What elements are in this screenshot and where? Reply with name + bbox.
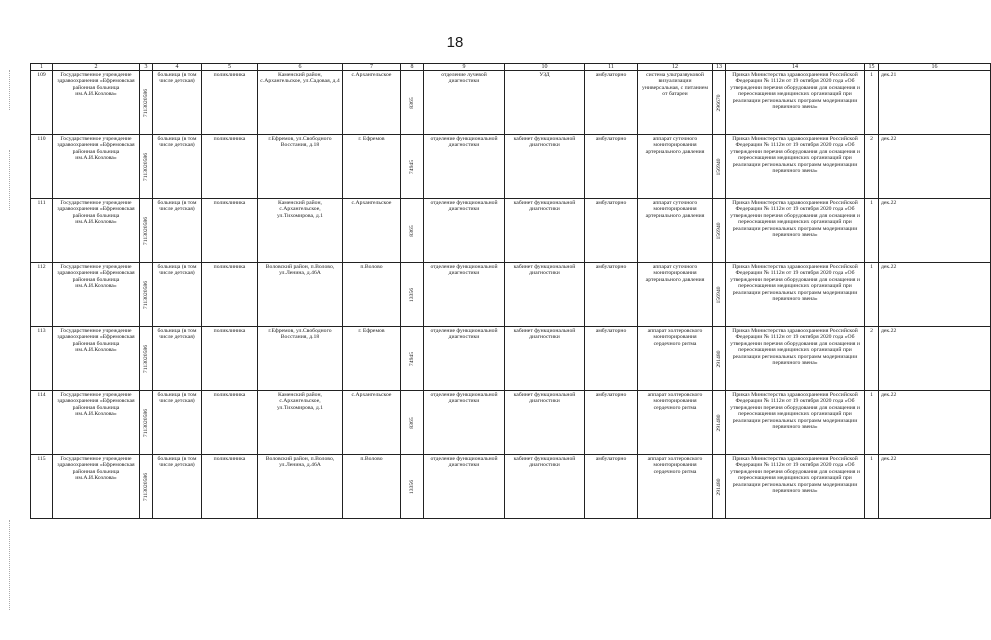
quantity-cell: 1 — [865, 455, 879, 519]
room-cell: кабинет функциональной диагностики — [505, 135, 585, 199]
row-number-cell: 112 — [31, 263, 53, 327]
quantity-cell: 1 — [865, 71, 879, 135]
code-cell-text: 7113020586 — [142, 88, 149, 117]
room-cell: кабинет функциональной диагностики — [505, 199, 585, 263]
row-number-cell: 109 — [31, 71, 53, 135]
locality-cell: п.Волово — [343, 455, 401, 519]
date-cell: дек.22 — [879, 327, 991, 391]
care-form-cell: амбулаторно — [585, 391, 638, 455]
row-number-cell: 110 — [31, 135, 53, 199]
row-number-cell: 111 — [31, 199, 53, 263]
facility-type-cell: больница (в том числе детская) — [153, 455, 202, 519]
row-number-cell: 115 — [31, 455, 53, 519]
code-cell — [140, 135, 153, 199]
quantity-cell: 1 — [865, 199, 879, 263]
code-cell — [140, 263, 153, 327]
margin-mark — [9, 150, 10, 210]
address-cell: Воловский район, п.Волово, ул.Ленина, д.46А — [258, 455, 343, 519]
column-number: 4 — [153, 64, 202, 71]
cost-cell — [713, 71, 726, 135]
population-cell — [401, 135, 424, 199]
cost-cell-text: 291480 — [715, 413, 722, 432]
code-cell-text: 7113020586 — [142, 472, 149, 501]
quantity-cell: 2 — [865, 135, 879, 199]
column-number: 16 — [879, 64, 991, 71]
locality-cell: г. Ефремов — [343, 327, 401, 391]
facility-type-cell: больница (в том числе детская) — [153, 71, 202, 135]
date-cell: дек.22 — [879, 263, 991, 327]
population-cell-text: 8365 — [408, 224, 415, 237]
row-number-cell: 114 — [31, 391, 53, 455]
code-cell-text: 7113020586 — [142, 344, 149, 373]
table-row — [31, 71, 991, 135]
address-cell: Воловский район, п.Волово, ул.Ленина, д.46А — [258, 263, 343, 327]
department-cell: отделение функциональной диагностики — [424, 391, 505, 455]
column-number: 10 — [505, 64, 585, 71]
equipment-cell: аппарат холтеровского мониторирования сердечного ритма — [638, 327, 713, 391]
population-cell-text: 8365 — [408, 96, 415, 109]
column-number: 14 — [726, 64, 865, 71]
code-cell — [140, 391, 153, 455]
facility-type-cell: больница (в том числе детская) — [153, 135, 202, 199]
locality-cell: п.Волово — [343, 263, 401, 327]
unit-cell: поликлиника — [202, 455, 258, 519]
unit-cell: поликлиника — [202, 327, 258, 391]
room-cell: кабинет функциональной диагностики — [505, 391, 585, 455]
department-cell: отделение лучевой диагностики — [424, 71, 505, 135]
facility-type-cell: больница (в том числе детская) — [153, 327, 202, 391]
cost-cell-text: 291480 — [715, 349, 722, 368]
care-form-cell: амбулаторно — [585, 135, 638, 199]
margin-mark — [9, 70, 10, 110]
code-cell — [140, 71, 153, 135]
organization-cell: Государственное учреждение здравоохранения «Ефремовская районная больница им.А.И.Козлова» — [53, 199, 140, 263]
column-number: 8 — [401, 64, 424, 71]
department-cell: отделение функциональной диагностики — [424, 135, 505, 199]
address-cell: Каменский район, с.Архангельское, ул.Тихомирова, д.1 — [258, 199, 343, 263]
equipment-cell: система ультразвуковой визуализации универсальная, с питанием от батареи — [638, 71, 713, 135]
equipment-cell: аппарат суточного мониторирования артериального давления — [638, 135, 713, 199]
cost-cell — [713, 135, 726, 199]
table-row — [31, 263, 991, 327]
date-cell: дек.22 — [879, 391, 991, 455]
care-form-cell: амбулаторно — [585, 71, 638, 135]
code-cell-text: 7113020586 — [142, 280, 149, 309]
column-number: 13 — [713, 64, 726, 71]
basis-cell: Приказ Министерства здравоохранения Российской Федерации № 1112н от 19 октября 2020 года «Об утверждении перечня оборудования для оснащения и переоснащения медицинских организаций при реализации региональных программ модернизации первичного звена» — [726, 71, 865, 135]
margin-mark — [9, 520, 10, 610]
facility-type-cell: больница (в том числе детская) — [153, 199, 202, 263]
facility-type-cell: больница (в том числе детская) — [153, 263, 202, 327]
unit-cell: поликлиника — [202, 263, 258, 327]
locality-cell: с.Архангельское — [343, 391, 401, 455]
population-cell — [401, 263, 424, 327]
population-cell-text: 8365 — [408, 416, 415, 429]
page-number: 18 — [446, 34, 464, 51]
unit-cell: поликлиника — [202, 71, 258, 135]
room-cell: кабинет функциональной диагностики — [505, 455, 585, 519]
organization-cell: Государственное учреждение здравоохранения «Ефремовская районная больница им.А.И.Козлова» — [53, 135, 140, 199]
population-cell — [401, 71, 424, 135]
column-number: 15 — [865, 64, 879, 71]
column-number: 12 — [638, 64, 713, 71]
basis-cell: Приказ Министерства здравоохранения Российской Федерации № 1112н от 19 октября 2020 года «Об утверждении перечня оборудования для оснащения и переоснащения медицинских организаций при реализации региональных программ модернизации первичного звена» — [726, 135, 865, 199]
organization-cell: Государственное учреждение здравоохранения «Ефремовская районная больница им.А.И.Козлова» — [53, 391, 140, 455]
equipment-cell: аппарат суточного мониторирования артериального давления — [638, 199, 713, 263]
column-number: 3 — [140, 64, 153, 71]
address-cell: Каменский район, с.Архангельское, ул.Тихомирова, д.1 — [258, 391, 343, 455]
locality-cell: с.Архангельское — [343, 71, 401, 135]
column-number: 2 — [53, 64, 140, 71]
room-cell: кабинет функциональной диагностики — [505, 263, 585, 327]
care-form-cell: амбулаторно — [585, 455, 638, 519]
table-row — [31, 199, 991, 263]
population-cell — [401, 199, 424, 263]
organization-cell: Государственное учреждение здравоохранения «Ефремовская районная больница им.А.И.Козлова» — [53, 455, 140, 519]
population-cell — [401, 391, 424, 455]
cost-cell — [713, 263, 726, 327]
cost-cell — [713, 199, 726, 263]
column-number: 7 — [343, 64, 401, 71]
column-number: 11 — [585, 64, 638, 71]
cost-cell — [713, 327, 726, 391]
cost-cell-text: 156940 — [715, 157, 722, 176]
table-row — [31, 327, 991, 391]
date-cell: дек.22 — [879, 455, 991, 519]
quantity-cell: 1 — [865, 391, 879, 455]
quantity-cell: 1 — [865, 263, 879, 327]
organization-cell: Государственное учреждение здравоохранения «Ефремовская районная больница им.А.И.Козлова» — [53, 327, 140, 391]
cost-cell-text: 156940 — [715, 285, 722, 304]
equipment-register-table — [30, 63, 991, 519]
address-cell: г.Ефремов, ул.Свободного Восстания, д.18 — [258, 327, 343, 391]
room-cell: УЗД — [505, 71, 585, 135]
code-cell-text: 7113020586 — [142, 408, 149, 437]
column-number: 5 — [202, 64, 258, 71]
table-row — [31, 391, 991, 455]
basis-cell: Приказ Министерства здравоохранения Российской Федерации № 1112н от 19 октября 2020 года «Об утверждении перечня оборудования для оснащения и переоснащения медицинских организаций при реализации региональных программ модернизации первичного звена» — [726, 391, 865, 455]
cost-cell-text: 296670 — [715, 93, 722, 112]
code-cell-text: 7113020586 — [142, 216, 149, 245]
population-cell — [401, 455, 424, 519]
column-number: 1 — [31, 64, 53, 71]
address-cell: г.Ефремов, ул.Свободного Восстания, д.18 — [258, 135, 343, 199]
basis-cell: Приказ Министерства здравоохранения Российской Федерации № 1112н от 19 октября 2020 года «Об утверждении перечня оборудования для оснащения и переоснащения медицинских организаций при реализации региональных программ модернизации первичного звена» — [726, 263, 865, 327]
care-form-cell: амбулаторно — [585, 199, 638, 263]
department-cell: отделение функциональной диагностики — [424, 263, 505, 327]
department-cell: отделение функциональной диагностики — [424, 327, 505, 391]
department-cell: отделение функциональной диагностики — [424, 455, 505, 519]
care-form-cell: амбулаторно — [585, 263, 638, 327]
population-cell — [401, 327, 424, 391]
unit-cell: поликлиника — [202, 135, 258, 199]
population-cell-text: 13356 — [408, 479, 415, 494]
code-cell — [140, 199, 153, 263]
cost-cell-text: 156940 — [715, 221, 722, 240]
care-form-cell: амбулаторно — [585, 327, 638, 391]
unit-cell: поликлиника — [202, 199, 258, 263]
basis-cell: Приказ Министерства здравоохранения Российской Федерации № 1112н от 19 октября 2020 года «Об утверждении перечня оборудования для оснащения и переоснащения медицинских организаций при реализации региональных программ модернизации первичного звена» — [726, 327, 865, 391]
column-number: 6 — [258, 64, 343, 71]
code-cell — [140, 327, 153, 391]
column-number-row — [31, 64, 991, 71]
equipment-cell: аппарат холтеровского мониторирования сердечного ритма — [638, 391, 713, 455]
room-cell: кабинет функциональной диагностики — [505, 327, 585, 391]
locality-cell: с.Архангельское — [343, 199, 401, 263]
equipment-cell: аппарат холтеровского мониторирования сердечного ритма — [638, 455, 713, 519]
code-cell — [140, 455, 153, 519]
organization-cell: Государственное учреждение здравоохранения «Ефремовская районная больница им.А.И.Козлова» — [53, 263, 140, 327]
date-cell: дек.22 — [879, 135, 991, 199]
department-cell: отделение функциональной диагностики — [424, 199, 505, 263]
unit-cell: поликлиника — [202, 391, 258, 455]
population-cell-text: 13356 — [408, 287, 415, 302]
quantity-cell: 2 — [865, 327, 879, 391]
population-cell-text: 74945 — [408, 159, 415, 174]
locality-cell: г. Ефремов — [343, 135, 401, 199]
population-cell-text: 74945 — [408, 351, 415, 366]
code-cell-text: 7113020586 — [142, 152, 149, 181]
organization-cell: Государственное учреждение здравоохранения «Ефремовская районная больница им.А.И.Козлова» — [53, 71, 140, 135]
date-cell: дек.21 — [879, 71, 991, 135]
facility-type-cell: больница (в том числе детская) — [153, 391, 202, 455]
address-cell: Каменский район, с.Архангельское, ул.Садовая, д.4 — [258, 71, 343, 135]
date-cell: дек.22 — [879, 199, 991, 263]
basis-cell: Приказ Министерства здравоохранения Российской Федерации № 1112н от 19 октября 2020 года «Об утверждении перечня оборудования для оснащения и переоснащения медицинских организаций при реализации региональных программ модернизации первичного звена» — [726, 455, 865, 519]
column-number: 9 — [424, 64, 505, 71]
cost-cell — [713, 455, 726, 519]
table-row — [31, 455, 991, 519]
cost-cell-text: 291480 — [715, 477, 722, 496]
basis-cell: Приказ Министерства здравоохранения Российской Федерации № 1112н от 19 октября 2020 года «Об утверждении перечня оборудования для оснащения и переоснащения медицинских организаций при реализации региональных программ модернизации первичного звена» — [726, 199, 865, 263]
cost-cell — [713, 391, 726, 455]
equipment-cell: аппарат суточного мониторирования артериального давления — [638, 263, 713, 327]
row-number-cell: 113 — [31, 327, 53, 391]
table-row — [31, 135, 991, 199]
